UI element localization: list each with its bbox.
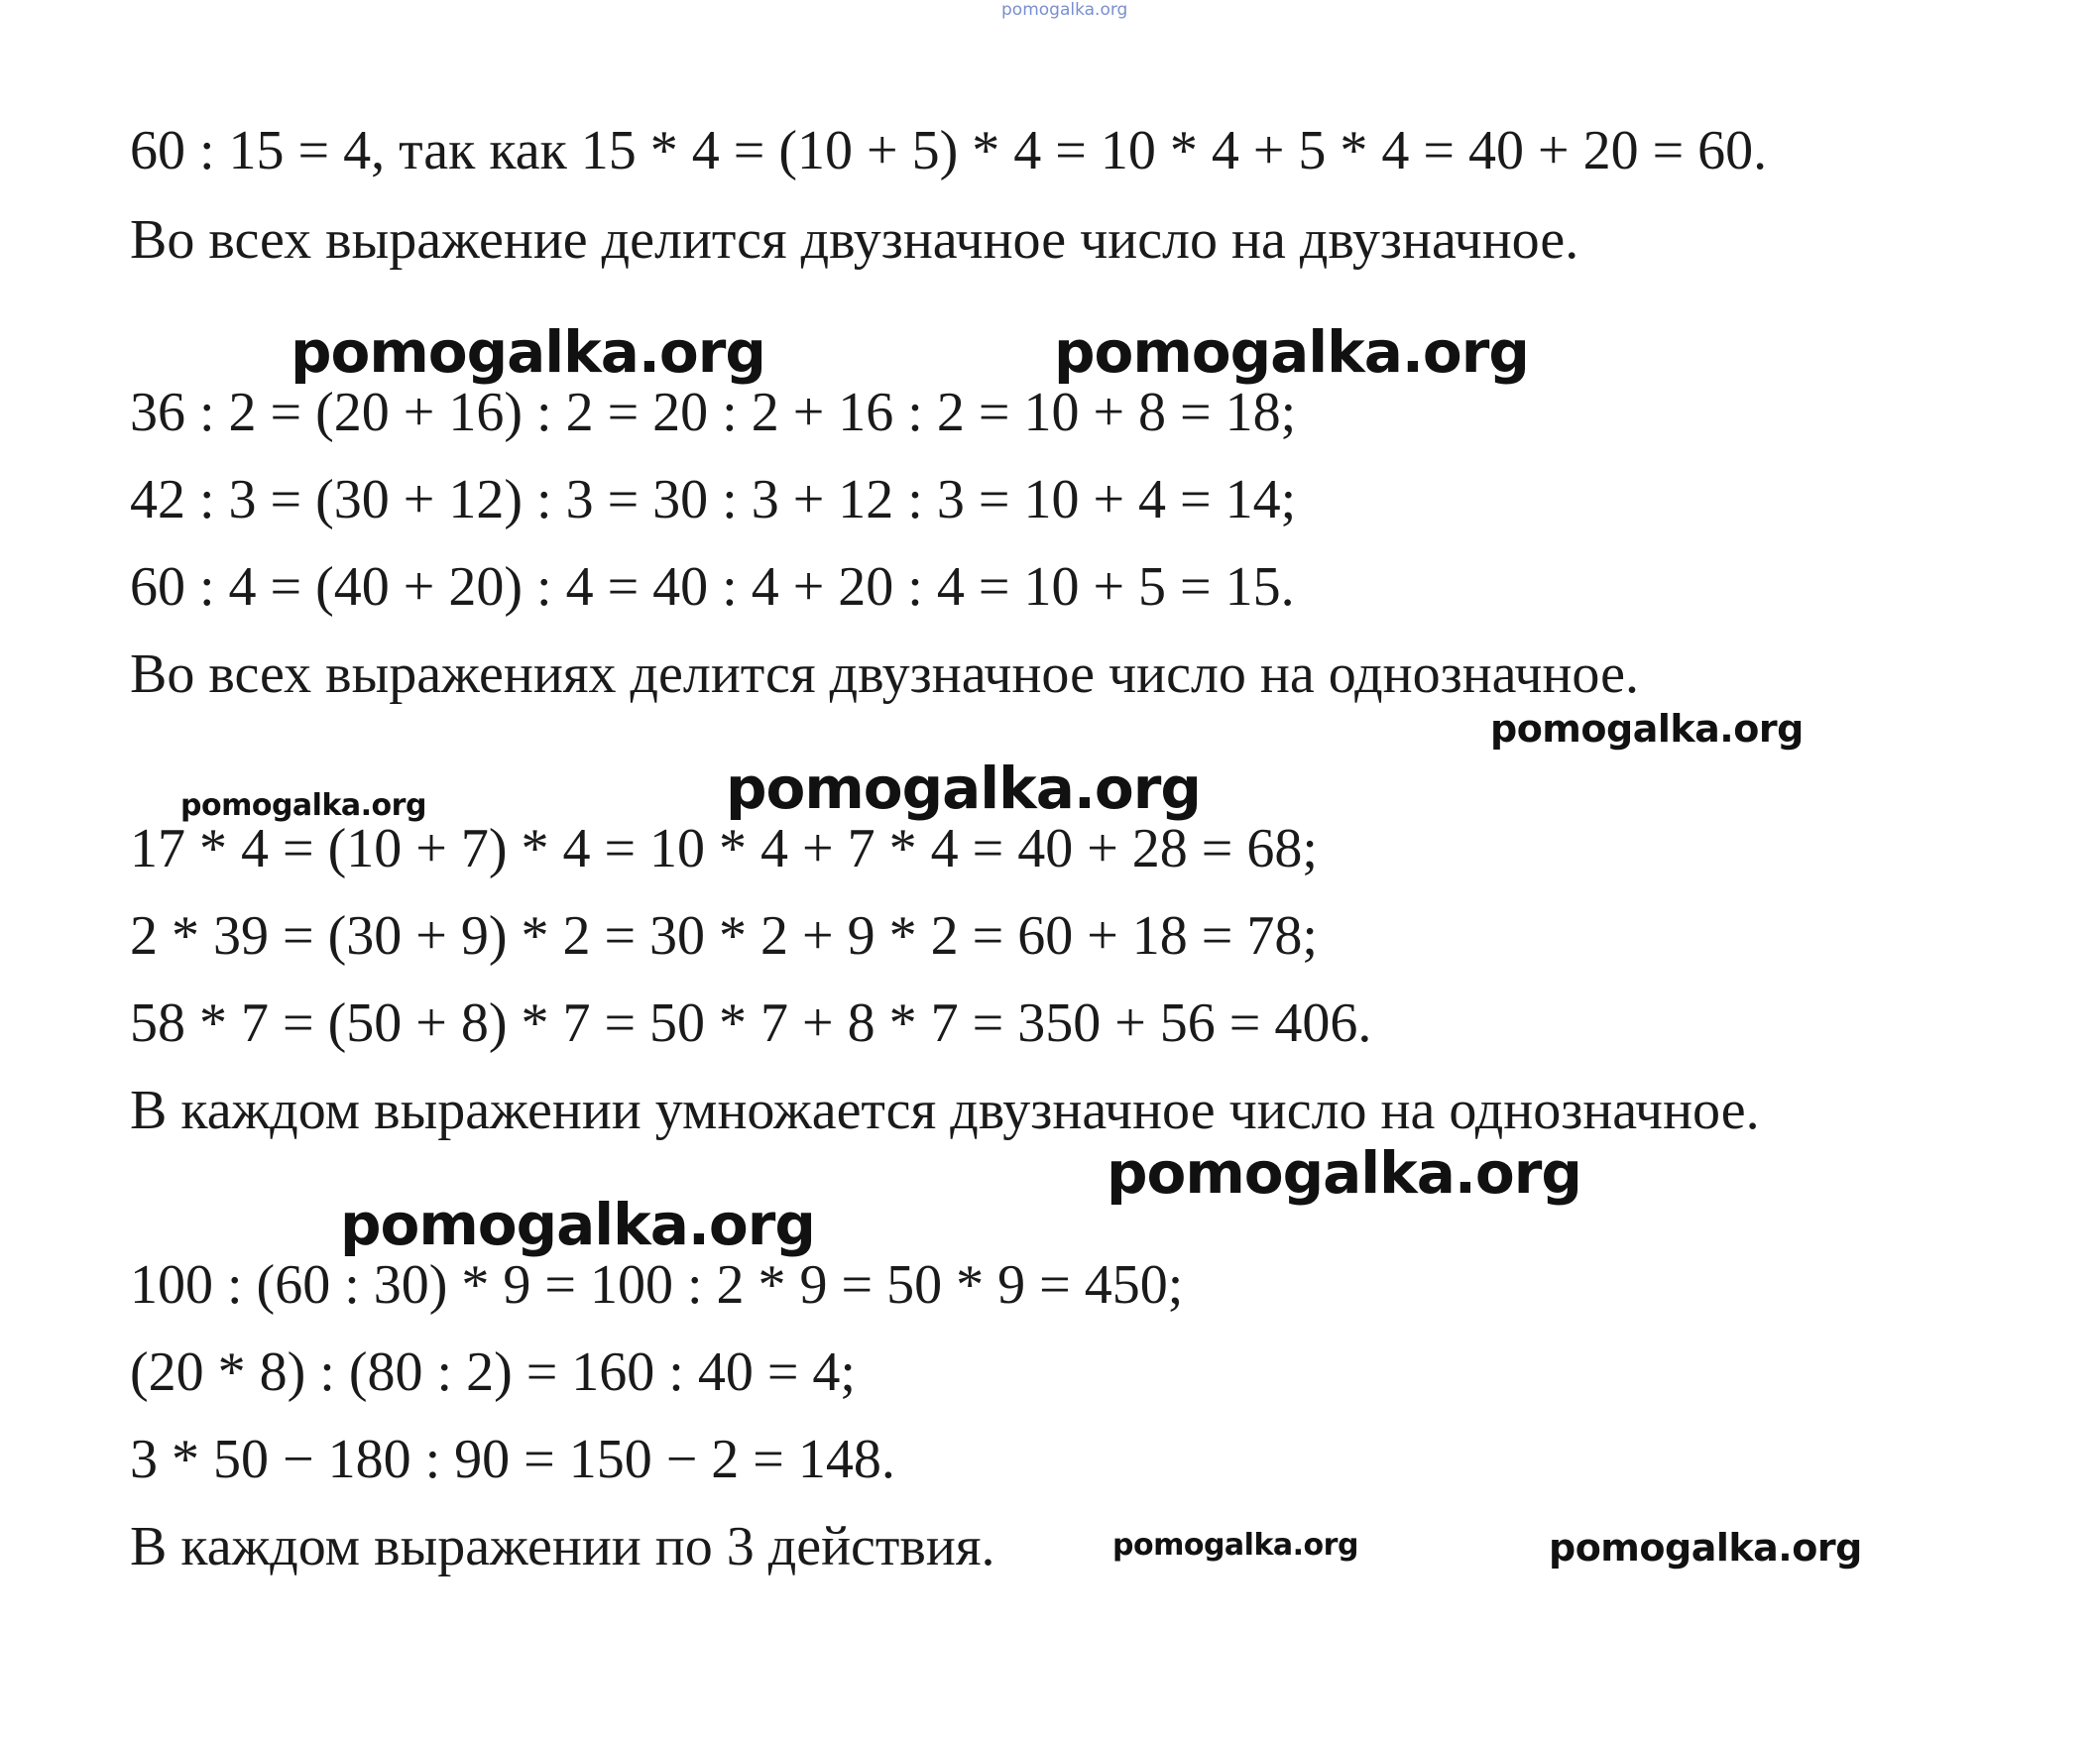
text-line-3: 36 : 2 = (20 + 16) : 2 = 20 : 2 + 16 : 2 = 10 + 8 = 18; (130, 382, 1297, 443)
watermark-5: pomogalka.org (180, 788, 426, 823)
watermark-6: pomogalka.org (1107, 1139, 1581, 1207)
text-line-4: 42 : 3 = (30 + 12) : 3 = 30 : 3 + 12 : 3 = 10 + 4 = 14; (130, 469, 1297, 530)
watermark-3: pomogalka.org (1490, 707, 1804, 751)
text-line-10: В каждом выражении умножается двузначное число на однозначное. (130, 1080, 1760, 1141)
text-line-1: 60 : 15 = 4, так как 15 * 4 = (10 + 5) * 4 = 10 * 4 + 5 * 4 = 40 + 20 = 60. (130, 120, 1768, 181)
watermark-2: pomogalka.org (1054, 318, 1529, 386)
watermark-4: pomogalka.org (726, 755, 1201, 822)
text-line-12: (20 * 8) : (80 : 2) = 160 : 40 = 4; (130, 1341, 856, 1403)
text-line-2: Во всех выражение делится двузначное число на двузначное. (130, 209, 1579, 271)
watermark-7: pomogalka.org (340, 1191, 815, 1258)
text-line-11: 100 : (60 : 30) * 9 = 100 : 2 * 9 = 50 * 9 = 450; (130, 1254, 1184, 1316)
text-line-13: 3 * 50 − 180 : 90 = 150 − 2 = 148. (130, 1429, 895, 1490)
watermark-1: pomogalka.org (291, 318, 765, 386)
text-line-8: 2 * 39 = (30 + 9) * 2 = 30 * 2 + 9 * 2 = 60 + 18 = 78; (130, 905, 1318, 967)
header-watermark: pomogalka.org (1001, 0, 1128, 20)
watermark-8: pomogalka.org (1112, 1528, 1358, 1563)
text-line-9: 58 * 7 = (50 + 8) * 7 = 50 * 7 + 8 * 7 = 350 + 56 = 406. (130, 992, 1372, 1054)
text-line-7: 17 * 4 = (10 + 7) * 4 = 10 * 4 + 7 * 4 = 40 + 28 = 68; (130, 818, 1318, 879)
text-line-14: В каждом выражении по 3 действия. (130, 1516, 995, 1577)
text-line-6: Во всех выражениях делится двузначное число на однозначное. (130, 643, 1639, 705)
text-line-5: 60 : 4 = (40 + 20) : 4 = 40 : 4 + 20 : 4 = 10 + 5 = 15. (130, 556, 1295, 618)
watermark-9: pomogalka.org (1549, 1526, 1862, 1570)
